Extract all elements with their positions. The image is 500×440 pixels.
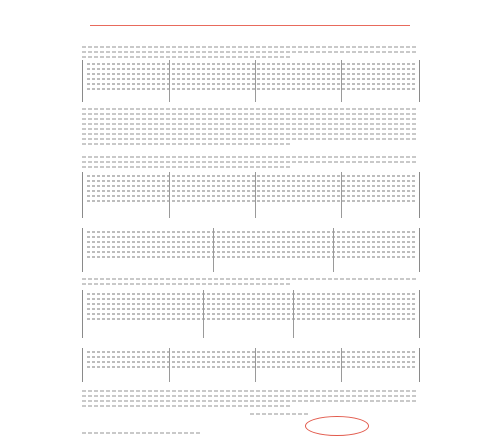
table-3 [82, 228, 420, 272]
header-red-rule [90, 25, 410, 26]
intro-paragraph [82, 46, 418, 61]
issuer-header [80, 3, 420, 23]
footer-note [82, 432, 202, 434]
paragraph-3 [82, 156, 418, 171]
table-4 [82, 290, 420, 338]
table-1 [82, 60, 420, 102]
table-2 [82, 172, 420, 218]
paragraph-2 [82, 108, 418, 148]
official-seal [305, 416, 369, 436]
table-5 [82, 348, 420, 382]
paragraph-4 [82, 278, 418, 288]
closing-paragraph [82, 390, 418, 410]
issue-date [250, 413, 310, 415]
